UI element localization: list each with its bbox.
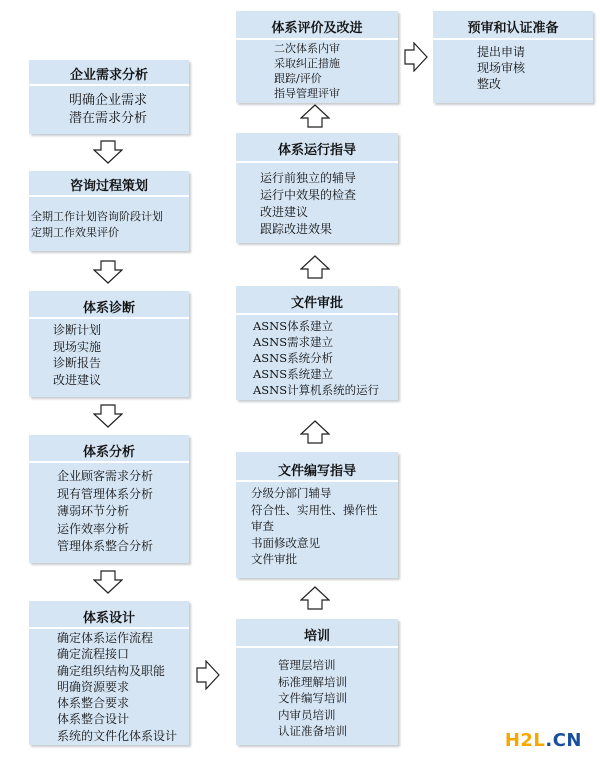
box-title: 体系运行指导	[277, 143, 356, 158]
watermark-part1: H2L	[504, 730, 546, 751]
box-title: 企业需求分析	[69, 68, 148, 83]
list-item: 企业顾客需求分析	[57, 469, 154, 483]
list-item: 明确资源要求	[57, 679, 130, 694]
arrow-down-icon	[93, 404, 123, 428]
list-item: 文件编写培训	[278, 691, 347, 705]
arrow-up-icon	[300, 586, 330, 610]
arrow-right-icon	[196, 660, 220, 690]
box-title: 文件编写指导	[277, 464, 356, 479]
list-item: 认证准备培训	[278, 724, 347, 738]
box-consulting-planning	[29, 171, 189, 251]
box-operation-guidance	[236, 133, 398, 243]
list-item: 体系整合要求	[57, 696, 130, 711]
box-system-evaluation	[236, 11, 398, 103]
list-item: 文件审批	[251, 552, 297, 566]
list-item: 跟踪/评价	[274, 72, 322, 85]
list-item: ASNS系统分析	[253, 351, 334, 365]
list-item: 系统的文件化体系设计	[57, 728, 178, 743]
list-item: 二次体系内审	[274, 42, 340, 55]
watermark-logo	[505, 730, 582, 751]
box-title: 预审和认证准备	[467, 21, 559, 36]
list-item: ASNS体系建立	[253, 319, 334, 333]
list-item: 薄弱环节分析	[57, 504, 130, 518]
list-item: 整改	[477, 77, 502, 91]
list-item: 运行前独立的辅导	[260, 171, 357, 185]
list-item: 体系整合设计	[57, 712, 130, 727]
arrow-up-icon	[300, 255, 330, 279]
box-title: 体系诊断	[82, 301, 135, 316]
list-item: 潜在需求分析	[69, 111, 148, 126]
list-item: 管理体系整合分析	[57, 539, 154, 553]
list-item: ASNS系统建立	[253, 367, 334, 381]
list-item: 书面修改意见	[251, 535, 320, 550]
arrow-down-icon	[93, 260, 123, 284]
arrow-down-icon	[93, 570, 123, 594]
list-item: 审查	[251, 519, 274, 533]
list-item: 运行中效果的检查	[260, 188, 357, 202]
list-item: 诊断计划	[53, 323, 102, 337]
box-document-approval	[236, 286, 398, 400]
box-title: 体系设计	[82, 611, 135, 626]
list-item: 跟踪改进效果	[260, 222, 333, 236]
list-item: 确定体系运作流程	[57, 631, 154, 645]
list-item: 改进建议	[53, 372, 102, 387]
list-item: 运作效率分析	[57, 521, 130, 536]
box-system-diagnosis	[29, 291, 189, 397]
arrow-right-icon	[404, 42, 428, 72]
list-item: ASNS计算机系统的运行	[253, 383, 380, 397]
list-item: 分级分部门辅导	[251, 486, 332, 500]
box-title: 咨询过程策划	[69, 179, 148, 194]
arrow-up-icon	[300, 104, 330, 128]
list-item: 现场实施	[53, 339, 102, 354]
box-document-writing	[236, 452, 398, 578]
list-item: ASNS需求建立	[253, 335, 334, 349]
list-item: 确定流程接口	[57, 647, 130, 662]
watermark-part2: .CN	[545, 730, 582, 751]
list-item: 诊断报告	[53, 356, 102, 370]
list-item: 提出申请	[477, 45, 526, 59]
arrow-up-icon	[300, 420, 330, 444]
box-title: 体系分析	[82, 445, 135, 460]
box-training	[236, 619, 398, 745]
box-title: 培训	[303, 629, 330, 644]
list-item: 现有管理体系分析	[57, 486, 154, 501]
box-enterprise-needs	[29, 60, 189, 134]
list-item: 定期工作效果评价	[31, 226, 119, 239]
list-item: 现场审核	[477, 61, 526, 75]
box-system-design	[29, 601, 189, 745]
list-item: 管理层培训	[278, 658, 336, 672]
arrow-down-icon	[93, 140, 123, 164]
list-item: 改进建议	[260, 205, 309, 219]
list-item: 符合性、实用性、操作性	[251, 502, 378, 517]
box-preaudit-certification	[433, 11, 593, 103]
box-system-analysis	[29, 435, 189, 563]
list-item: 明确企业需求	[69, 93, 148, 108]
list-item: 标准理解培训	[278, 674, 347, 689]
list-item: 内审员培训	[278, 707, 336, 722]
list-item: 全期工作计划咨询阶段计划	[31, 210, 163, 223]
box-title: 文件审批	[290, 296, 343, 311]
list-item: 采取纠正措施	[274, 57, 340, 70]
list-item: 指导管理评审	[274, 87, 340, 100]
list-item: 确定组织结构及职能	[57, 663, 166, 678]
box-title: 体系评价及改进	[271, 21, 363, 36]
